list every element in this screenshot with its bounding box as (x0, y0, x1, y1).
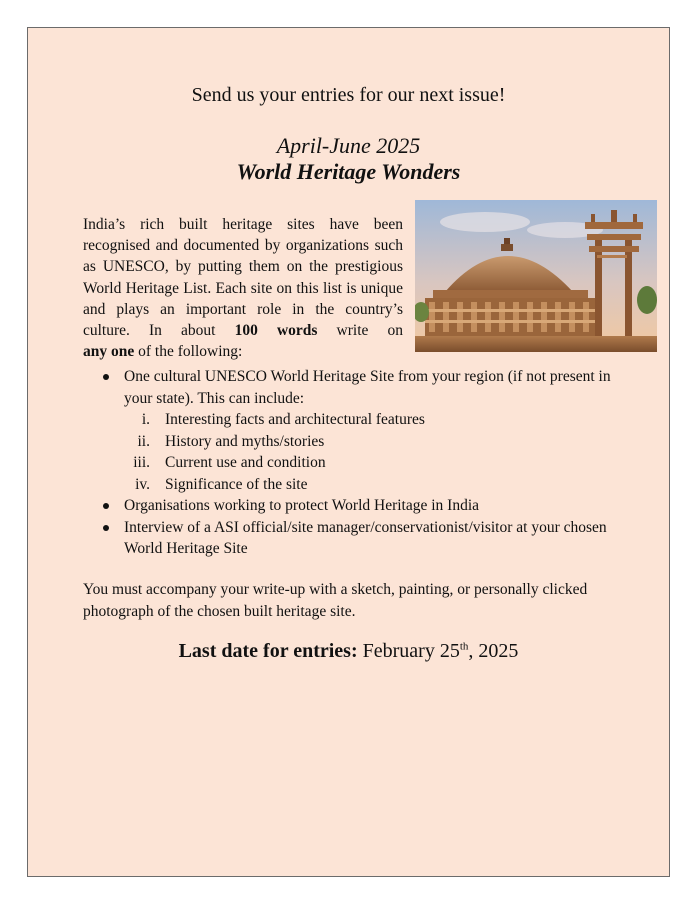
list-item (83, 452, 628, 474)
intro-mid: write on (336, 322, 404, 340)
list-item (83, 409, 628, 431)
bullet-icon (103, 503, 109, 509)
call-for-entries-heading: Send us your entries for our next issue! (191, 84, 506, 106)
topic-organisations: Organisations working to protect World Heritage in India (124, 497, 480, 514)
sub-item-text: Interesting facts and architectural features (165, 411, 425, 428)
date-suffix: th (459, 640, 469, 653)
list-item (83, 431, 628, 453)
topic-list (83, 366, 628, 560)
sub-item-number: iv. (135, 475, 150, 493)
deadline-date: February 25 (362, 640, 460, 662)
issue-period: April-June 2025 (276, 133, 421, 158)
intro-paragraph (83, 214, 403, 362)
word-limit: 100 words (234, 322, 318, 340)
list-item (83, 517, 628, 560)
bullet-icon (103, 374, 109, 380)
deadline-year: , 2025 (468, 640, 519, 662)
sub-item-number: ii. (137, 432, 150, 450)
sub-item-text: Significance of the site (165, 475, 308, 493)
sub-item-number: i. (141, 411, 150, 428)
sub-item-number: iii. (133, 454, 150, 471)
list-item (83, 366, 628, 409)
intro-text: India’s rich built heritage sites have been recognised and documented by organizations such as UNESCO, by putting them on the prestigious World Heritage List. Each site on this list is unique and plays an important role in the country’s culture. In about (83, 216, 403, 340)
bullet-icon (103, 525, 109, 531)
submission-note: You must accompany your write-up with a sketch, painting, or personally clicked photograph of the chosen built heritage site. (83, 581, 588, 620)
topic-interview: Interview of a ASI official/site manager/conservationist/visitor at your chosen World Heritage Site (124, 518, 607, 557)
topic-heritage-site: One cultural UNESCO World Heritage Site from your region (if not present in your state). This can include: (124, 368, 611, 407)
intro-tail: of the following: (138, 343, 243, 361)
stupa-photo (415, 200, 657, 352)
deadline-line (28, 640, 669, 663)
list-item (83, 495, 628, 517)
issue-theme-title: World Heritage Wonders (236, 159, 461, 184)
deadline-label: Last date for entries: (178, 640, 358, 662)
sub-item-text: History and myths/stories (165, 432, 325, 450)
list-item (83, 474, 628, 496)
sub-item-text: Current use and condition (165, 454, 326, 471)
flyer-page (27, 27, 670, 877)
choice-emphasis: any one (83, 343, 135, 361)
